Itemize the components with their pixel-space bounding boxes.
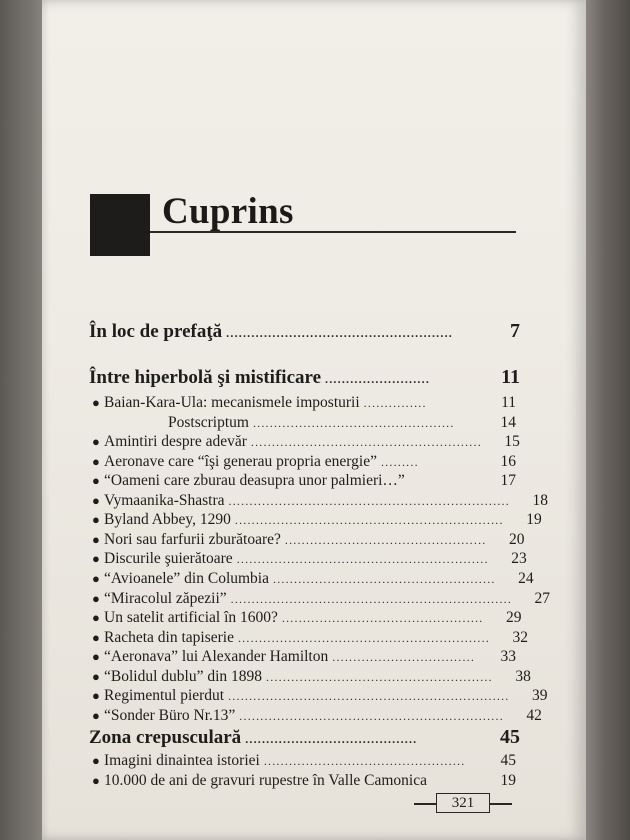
- leader-dots: ................................................................: [234, 513, 504, 528]
- bullet-icon: ●: [92, 753, 100, 768]
- bullet-icon: ●: [92, 772, 100, 788]
- entry-page-number: 33: [500, 648, 516, 666]
- leader-dots: ................................................: [252, 415, 455, 430]
- bullet-icon: ●: [92, 707, 100, 723]
- bullet-icon: ●: [92, 512, 100, 528]
- leader-dots: ...................................................................: [230, 591, 513, 606]
- bullet-icon: ●: [92, 610, 100, 626]
- leader-dots: ...............: [363, 396, 427, 410]
- bullet-icon: ●: [92, 395, 100, 410]
- section-page-number: 7: [510, 320, 520, 342]
- entry-title: “Miracolul zăpezii”: [104, 589, 227, 607]
- toc-entry-row: [168, 414, 516, 432]
- entry-title: “Bolidul dublu” din 1898: [104, 667, 263, 685]
- toc-entry-row: [92, 511, 542, 529]
- entry-title: Racheta din tapiserie: [104, 628, 234, 646]
- toc-entry-row: [92, 706, 542, 725]
- entry-page-number: 15: [504, 433, 520, 451]
- leader-dots: .........................................: [245, 732, 418, 746]
- entry-title: Nori sau farfurii zburătoare?: [104, 530, 281, 548]
- entry-title: “Avioanele” din Columbia: [104, 569, 269, 587]
- toc-entry-row: [92, 453, 516, 471]
- leader-dots: ......................................................: [226, 326, 453, 340]
- bullet-icon: ●: [92, 590, 100, 606]
- entry-page-number: 11: [501, 394, 516, 411]
- leader-dots: ......................................................: [266, 669, 493, 684]
- entry-page-number: 38: [515, 667, 531, 685]
- leader-dots: ................................................: [281, 611, 484, 626]
- toc-entry-row: [92, 628, 528, 647]
- leader-dots: .....................................................: [273, 571, 496, 586]
- bullet-icon: ●: [92, 531, 100, 547]
- bullet-icon: ●: [92, 668, 100, 684]
- entry-page-number: 17: [500, 472, 516, 490]
- toc-entry-row: [92, 589, 551, 608]
- entry-page-number: 27: [534, 589, 551, 607]
- toc-entry-row: [92, 648, 516, 666]
- leader-dots: ............................................................: [236, 552, 489, 567]
- leader-dots: .........................: [325, 372, 431, 386]
- leader-dots: ................................................: [263, 754, 466, 768]
- toc-entry-row: [92, 687, 548, 705]
- toc-section-row: [89, 366, 520, 389]
- bullet-icon: ●: [92, 629, 100, 645]
- toc-entry-row: [92, 752, 516, 770]
- entry-title: 10.000 de ani de gravuri rupestre în Valle Camonica: [104, 771, 427, 789]
- toc-entry-row: [92, 530, 525, 549]
- entry-title: Aeronave care “îşi generau propria energie”: [104, 452, 377, 470]
- leader-dots: ...............................................................: [239, 708, 504, 723]
- entry-title: Un satelit artificial în 1600?: [104, 609, 278, 627]
- bullet-icon: ●: [92, 453, 100, 469]
- section-page-number: 45: [500, 726, 520, 748]
- toc-entry-row: [92, 472, 516, 490]
- toc-entry-row: [92, 569, 534, 588]
- bullet-icon: ●: [92, 473, 100, 489]
- entry-page-number: 45: [500, 752, 516, 769]
- entry-title: Imagini dinaintea istoriei: [104, 752, 260, 769]
- entry-title: Amintiri despre adevăr: [104, 433, 247, 451]
- entry-page-number: 19: [500, 771, 516, 789]
- section-page-number: 11: [501, 366, 520, 388]
- entry-title: Byland Abbey, 1290: [104, 511, 231, 529]
- entry-page-number: 42: [526, 706, 542, 724]
- bullet-icon: ●: [92, 649, 100, 665]
- entry-page-number: 29: [506, 609, 522, 627]
- bullet-icon: ●: [92, 688, 100, 704]
- entry-title: Postscriptum: [168, 413, 249, 431]
- toc-entry-row: [92, 667, 531, 686]
- entry-title: “Sonder Büro Nr.13”: [104, 706, 236, 724]
- leader-dots: .........: [380, 454, 419, 469]
- footer-page-number: 321: [436, 793, 490, 813]
- toc-section-row: [89, 726, 520, 749]
- entry-page-number: 23: [511, 550, 527, 568]
- entry-page-number: 24: [518, 569, 534, 587]
- footer-rule-right: [490, 803, 512, 805]
- entry-page-number: 16: [500, 452, 516, 470]
- entry-title: Baian-Kara-Ula: mecanismele imposturii: [104, 394, 360, 411]
- entry-title: Regimentul pierdut: [104, 687, 225, 705]
- bullet-icon: ●: [92, 434, 100, 450]
- toc-section-row: [89, 320, 520, 343]
- entry-page-number: 19: [526, 511, 542, 529]
- section-title: Între hiperbolă şi mistificare: [89, 367, 322, 388]
- entry-page-number: 39: [532, 687, 548, 705]
- leader-dots: ...................................................................: [228, 689, 510, 704]
- toc-entry-row: [92, 433, 520, 451]
- section-title: Zona crepusculară: [89, 727, 242, 748]
- leader-dots: ................................................: [284, 532, 487, 547]
- toc-entry-row: [92, 550, 527, 568]
- footer-rule-left: [414, 803, 436, 805]
- page-title: Cuprins: [162, 191, 294, 232]
- toc-entry-row: [92, 772, 516, 790]
- entry-page-number: 20: [508, 530, 525, 548]
- bullet-icon: ●: [92, 551, 100, 567]
- leader-dots: ............................................................: [237, 630, 490, 645]
- leader-dots: .......................................................: [250, 435, 482, 450]
- entry-title: Discurile şuierătoare: [104, 550, 233, 568]
- toc-entry-row: [92, 394, 516, 412]
- entry-title: “Aeronava” lui Alexander Hamilton: [104, 648, 329, 666]
- entry-page-number: 18: [532, 491, 548, 509]
- leader-dots: ...................................................................: [228, 493, 510, 508]
- leader-dots: ..................................: [332, 650, 476, 665]
- entry-title: “Oameni care zburau deasupra unor palmieri…”: [104, 472, 405, 490]
- bullet-icon: ●: [92, 570, 100, 586]
- toc-entry-row: [92, 609, 522, 627]
- entry-page-number: 32: [512, 628, 528, 646]
- entry-page-number: 14: [500, 413, 516, 431]
- toc-entry-row: [92, 491, 548, 510]
- entry-title: Vymaanika-Shastra: [104, 491, 225, 509]
- bullet-icon: ●: [92, 492, 100, 508]
- section-title: În loc de prefaţă: [89, 321, 223, 342]
